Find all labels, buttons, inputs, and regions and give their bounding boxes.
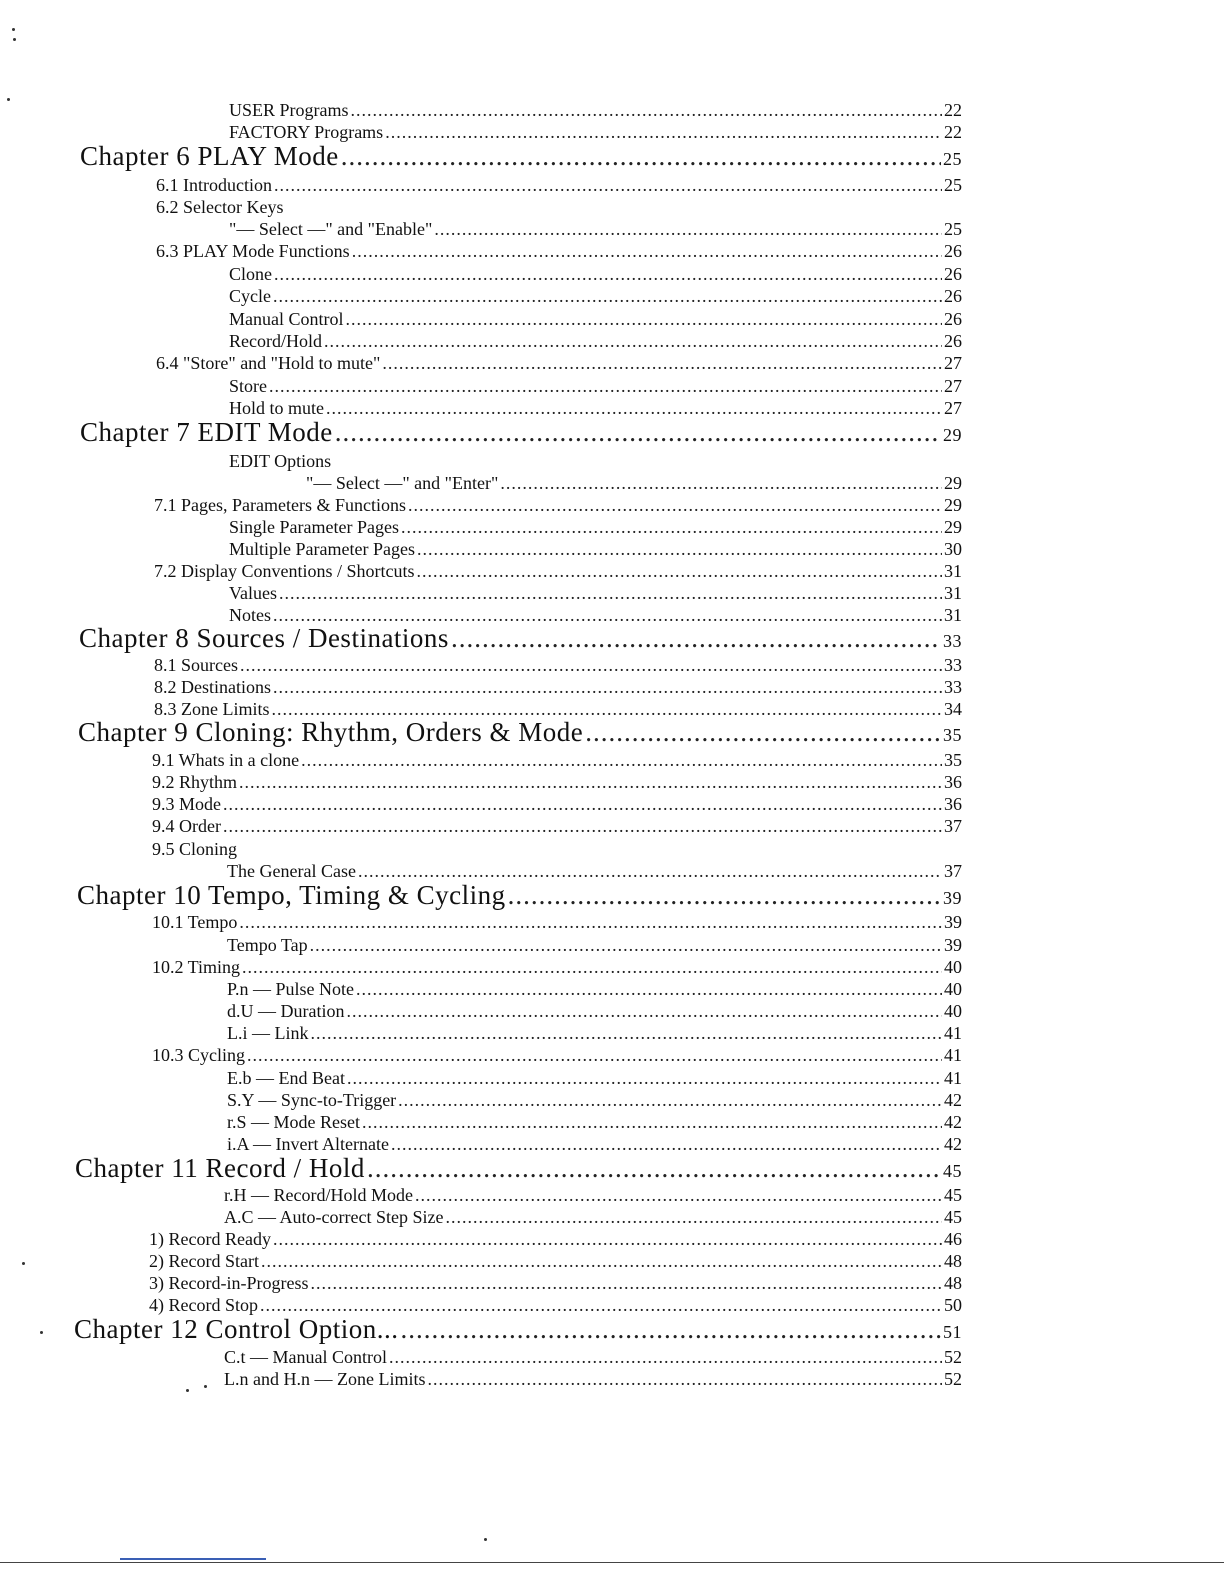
leader-dots xyxy=(279,584,942,602)
leader-dots xyxy=(239,773,942,791)
scan-edge-mark xyxy=(120,1558,266,1560)
chapter-heading[interactable] xyxy=(80,143,962,170)
entry-title: The General Case xyxy=(227,861,356,881)
entry-title: 9.3 Mode xyxy=(152,794,221,814)
leader-dots xyxy=(362,1113,942,1131)
chapter-heading[interactable] xyxy=(77,882,962,909)
page-number: 27 xyxy=(944,398,962,418)
entry-title: 3) Record-in-Progress xyxy=(149,1273,309,1293)
page-number: 37 xyxy=(944,816,962,836)
toc-entry[interactable] xyxy=(229,123,962,141)
toc-entry[interactable] xyxy=(229,518,962,536)
scan-speck xyxy=(13,38,16,41)
entry-title: FACTORY Programs xyxy=(229,122,384,142)
page-number: 45 xyxy=(943,1161,962,1181)
leader-dots xyxy=(273,1230,942,1248)
page-number: 27 xyxy=(944,376,962,396)
entry-title: USER Programs xyxy=(229,100,349,120)
page-number: 26 xyxy=(944,264,962,284)
toc-entry[interactable] xyxy=(154,700,962,718)
entry-title: 9.4 Order xyxy=(152,816,221,836)
page-number: 35 xyxy=(943,725,962,745)
leader-dots xyxy=(273,606,942,624)
toc-entry[interactable] xyxy=(227,936,962,954)
chapter-heading[interactable] xyxy=(79,625,962,652)
leader-dots xyxy=(367,1155,941,1182)
toc-subheading[interactable]: 6.2 Selector Keys xyxy=(156,197,284,217)
leader-dots xyxy=(269,377,942,395)
leader-dots xyxy=(240,656,942,674)
leader-dots xyxy=(326,399,942,417)
leader-dots xyxy=(401,518,942,536)
toc-entry[interactable] xyxy=(229,310,962,328)
toc-entry[interactable] xyxy=(227,1113,962,1131)
leader-dots xyxy=(341,143,941,170)
leader-dots xyxy=(311,1024,943,1042)
entry-title: 1) Record Ready xyxy=(149,1229,271,1249)
leader-dots xyxy=(417,540,942,558)
leader-dots xyxy=(310,1274,942,1292)
toc-entry[interactable] xyxy=(152,958,962,976)
toc-entry[interactable] xyxy=(229,540,962,558)
scan-speck xyxy=(12,28,15,31)
leader-dots xyxy=(273,678,942,696)
toc-entry[interactable] xyxy=(156,176,962,194)
toc-entry[interactable] xyxy=(149,1252,962,1270)
toc-entry[interactable] xyxy=(229,220,962,238)
page-number: 29 xyxy=(944,517,962,537)
chapter-title: Chapter 9 Cloning: Rhythm, Orders & Mode xyxy=(78,717,584,747)
scan-speck xyxy=(204,1385,207,1388)
chapter-title: Chapter 7 EDIT Mode xyxy=(80,417,333,447)
entry-title: "— Select —" and "Enter" xyxy=(306,473,499,493)
toc-entry[interactable] xyxy=(229,584,962,602)
toc-entry[interactable] xyxy=(227,862,962,880)
leader-dots xyxy=(391,1135,942,1153)
toc-entry[interactable] xyxy=(224,1370,962,1388)
page-number: 29 xyxy=(944,495,962,515)
entry-title: Cycle xyxy=(229,286,271,306)
entry-title: 10.1 Tempo xyxy=(152,912,238,932)
toc-entry[interactable] xyxy=(154,678,962,696)
leader-dots xyxy=(408,496,942,514)
page-number: 48 xyxy=(944,1273,962,1293)
page-number: 37 xyxy=(944,861,962,881)
page-number: 35 xyxy=(944,750,962,770)
entry-title: Tempo Tap xyxy=(227,935,308,955)
leader-dots xyxy=(358,862,942,880)
entry-title: 6.3 PLAY Mode Functions xyxy=(156,241,350,261)
toc-entry[interactable] xyxy=(154,496,962,514)
entry-title: 9.1 Whats in a clone xyxy=(152,750,300,770)
leader-dots xyxy=(500,474,942,492)
page-number: 52 xyxy=(944,1369,962,1389)
leader-dots xyxy=(335,419,941,446)
leader-dots xyxy=(346,310,943,328)
toc-entry[interactable] xyxy=(154,656,962,674)
toc-entry[interactable] xyxy=(224,1348,962,1366)
leader-dots xyxy=(273,287,942,305)
leader-dots xyxy=(247,1046,942,1064)
entry-title: L.i — Link xyxy=(227,1023,309,1043)
leader-dots xyxy=(415,1186,942,1204)
page-number: 36 xyxy=(944,772,962,792)
toc-entry[interactable] xyxy=(229,332,962,350)
leader-dots xyxy=(242,958,942,976)
toc-entry[interactable] xyxy=(229,399,962,417)
entry-title: 10.2 Timing xyxy=(152,957,241,977)
chapter-heading[interactable] xyxy=(75,1155,962,1182)
toc-entry[interactable] xyxy=(149,1274,962,1292)
page-number: 22 xyxy=(944,122,962,142)
toc-subheading[interactable]: EDIT Options xyxy=(229,451,332,471)
scan-speck xyxy=(40,1331,43,1334)
page-number: 31 xyxy=(944,605,962,625)
toc-subheading[interactable]: 9.5 Cloning xyxy=(152,839,238,859)
entry-title: 8.2 Destinations xyxy=(154,677,271,697)
page-number: 40 xyxy=(944,1001,962,1021)
toc-entry[interactable] xyxy=(224,1208,962,1226)
page-number: 34 xyxy=(944,699,962,719)
entry-title: 8.1 Sources xyxy=(154,655,238,675)
entry-title: "— Select —" and "Enable" xyxy=(229,219,433,239)
leader-dots xyxy=(434,220,942,238)
leader-dots xyxy=(417,562,943,580)
toc-entry[interactable] xyxy=(224,1186,962,1204)
page-number: 51 xyxy=(943,1322,962,1342)
entry-title: 7.2 Display Conventions / Shortcuts xyxy=(154,561,415,581)
page-number: 39 xyxy=(944,935,962,955)
page-number: 33 xyxy=(944,655,962,675)
scan-speck xyxy=(7,98,10,101)
page-number: 29 xyxy=(943,425,962,445)
page-number: 26 xyxy=(944,241,962,261)
toc-entry[interactable] xyxy=(156,354,962,372)
chapter-title: Chapter 10 Tempo, Timing & Cycling xyxy=(77,880,506,910)
page-number: 41 xyxy=(944,1023,962,1043)
leader-dots xyxy=(445,1208,942,1226)
leader-dots xyxy=(301,751,942,769)
page-number: 45 xyxy=(944,1185,962,1205)
toc-entry[interactable] xyxy=(306,474,962,492)
entry-title: Values xyxy=(229,583,277,603)
page-number: 52 xyxy=(944,1347,962,1367)
page-number: 26 xyxy=(944,309,962,329)
page-number: 25 xyxy=(944,175,962,195)
leader-dots xyxy=(346,1002,942,1020)
leader-dots xyxy=(272,700,943,718)
chapter-heading[interactable] xyxy=(78,719,962,746)
entry-title: 10.3 Cycling xyxy=(152,1045,245,1065)
leader-dots xyxy=(347,1069,942,1087)
leader-dots xyxy=(274,265,942,283)
scan-speck xyxy=(186,1389,189,1392)
leader-dots xyxy=(239,913,942,931)
page-number: 27 xyxy=(944,353,962,373)
leader-dots xyxy=(274,176,942,194)
leader-dots xyxy=(398,1091,942,1109)
page-number: 45 xyxy=(944,1207,962,1227)
leader-dots xyxy=(400,1316,941,1343)
chapter-title: Chapter 11 Record / Hold xyxy=(75,1153,365,1183)
leader-dots xyxy=(351,101,942,119)
entry-title: Hold to mute xyxy=(229,398,324,418)
page-number: 41 xyxy=(944,1045,962,1065)
page-number: 33 xyxy=(944,677,962,697)
entry-title: Multiple Parameter Pages xyxy=(229,539,415,559)
page-number: 41 xyxy=(944,1068,962,1088)
page-number: 39 xyxy=(943,888,962,908)
page-number: 30 xyxy=(944,539,962,559)
leader-dots xyxy=(382,354,942,372)
page-number: 50 xyxy=(944,1295,962,1315)
scan-speck xyxy=(22,1262,25,1265)
toc-entry[interactable] xyxy=(229,265,962,283)
leader-dots xyxy=(356,980,942,998)
page-number: 40 xyxy=(944,957,962,977)
leader-dots xyxy=(223,795,942,813)
entry-title: r.H — Record/Hold Mode xyxy=(224,1185,413,1205)
toc-entry[interactable] xyxy=(229,287,962,305)
entry-title: Notes xyxy=(229,605,271,625)
toc-entry[interactable] xyxy=(227,1069,962,1087)
page-number: 26 xyxy=(944,286,962,306)
entry-title: E.b — End Beat xyxy=(227,1068,345,1088)
entry-title: Store xyxy=(229,376,267,396)
page-number: 42 xyxy=(944,1134,962,1154)
toc-entry[interactable] xyxy=(229,606,962,624)
page-number: 26 xyxy=(944,331,962,351)
page-number: 31 xyxy=(944,561,962,581)
entry-title: A.C — Auto-correct Step Size xyxy=(224,1207,444,1227)
page-number: 42 xyxy=(944,1090,962,1110)
chapter-title: Chapter 8 Sources / Destinations xyxy=(79,623,449,653)
toc-entry[interactable] xyxy=(152,913,962,931)
toc-entry[interactable] xyxy=(152,1046,962,1064)
entry-title: 6.1 Introduction xyxy=(156,175,272,195)
page-number: 40 xyxy=(944,979,962,999)
page-number: 31 xyxy=(944,583,962,603)
leader-dots xyxy=(261,1252,942,1270)
leader-dots xyxy=(451,625,941,652)
toc-entry[interactable] xyxy=(229,101,962,119)
entry-title: d.U — Duration xyxy=(227,1001,345,1021)
entry-title: 9.2 Rhythm xyxy=(152,772,238,792)
leader-dots xyxy=(389,1348,942,1366)
toc-entry[interactable] xyxy=(154,562,962,580)
toc-entry[interactable] xyxy=(149,1230,962,1248)
page-number: 36 xyxy=(944,794,962,814)
chapter-title: Chapter 6 PLAY Mode xyxy=(80,141,339,171)
entry-title: 2) Record Start xyxy=(149,1251,259,1271)
page-number: 22 xyxy=(944,100,962,120)
toc-entry[interactable] xyxy=(227,1024,962,1042)
leader-dots xyxy=(385,123,942,141)
toc-entry[interactable] xyxy=(227,1002,962,1020)
entry-title: Single Parameter Pages xyxy=(229,517,399,537)
entry-title: i.A — Invert Alternate xyxy=(227,1134,389,1154)
page-number: 25 xyxy=(943,149,962,169)
page-number: 39 xyxy=(944,912,962,932)
toc-entry[interactable] xyxy=(152,817,962,835)
entry-title: Manual Control xyxy=(229,309,344,329)
toc-entry[interactable] xyxy=(152,773,962,791)
chapter-heading[interactable] xyxy=(80,419,962,446)
toc-entry[interactable] xyxy=(227,980,962,998)
page-number: 25 xyxy=(944,219,962,239)
page-number: 33 xyxy=(943,631,962,651)
leader-dots xyxy=(223,817,942,835)
leader-dots xyxy=(508,882,941,909)
entry-title: Clone xyxy=(229,264,272,284)
entry-title: 7.1 Pages, Parameters & Functions xyxy=(154,495,406,515)
chapter-heading[interactable] xyxy=(74,1316,962,1343)
toc-entry[interactable] xyxy=(152,795,962,813)
entry-title: 6.4 "Store" and "Hold to mute" xyxy=(156,353,381,373)
toc-entry[interactable] xyxy=(156,242,962,260)
toc-entry[interactable] xyxy=(149,1296,962,1314)
toc-entry[interactable] xyxy=(227,1135,962,1153)
page-number: 29 xyxy=(944,473,962,493)
page-bottom-edge xyxy=(0,1562,1224,1563)
entry-title: Record/Hold xyxy=(229,331,322,351)
entry-title: r.S — Mode Reset xyxy=(227,1112,360,1132)
toc-entry[interactable] xyxy=(227,1091,962,1109)
page-number: 46 xyxy=(944,1229,962,1249)
toc-entry[interactable] xyxy=(152,751,962,769)
page-number: 48 xyxy=(944,1251,962,1271)
page-number: 42 xyxy=(944,1112,962,1132)
scan-speck xyxy=(484,1538,487,1541)
leader-dots xyxy=(260,1296,942,1314)
toc-entry[interactable] xyxy=(229,377,962,395)
entry-title: P.n — Pulse Note xyxy=(227,979,355,999)
chapter-title: Chapter 12 Control Option... xyxy=(74,1314,399,1344)
entry-title: 8.3 Zone Limits xyxy=(154,699,270,719)
leader-dots xyxy=(324,332,942,350)
entry-title: L.n and H.n — Zone Limits xyxy=(224,1369,426,1389)
entry-title: C.t — Manual Control xyxy=(224,1347,387,1367)
leader-dots xyxy=(427,1370,942,1388)
entry-title: S.Y — Sync-to-Trigger xyxy=(227,1090,397,1110)
leader-dots xyxy=(585,719,941,746)
leader-dots xyxy=(352,242,942,260)
entry-title: 4) Record Stop xyxy=(149,1295,258,1315)
leader-dots xyxy=(310,936,942,954)
